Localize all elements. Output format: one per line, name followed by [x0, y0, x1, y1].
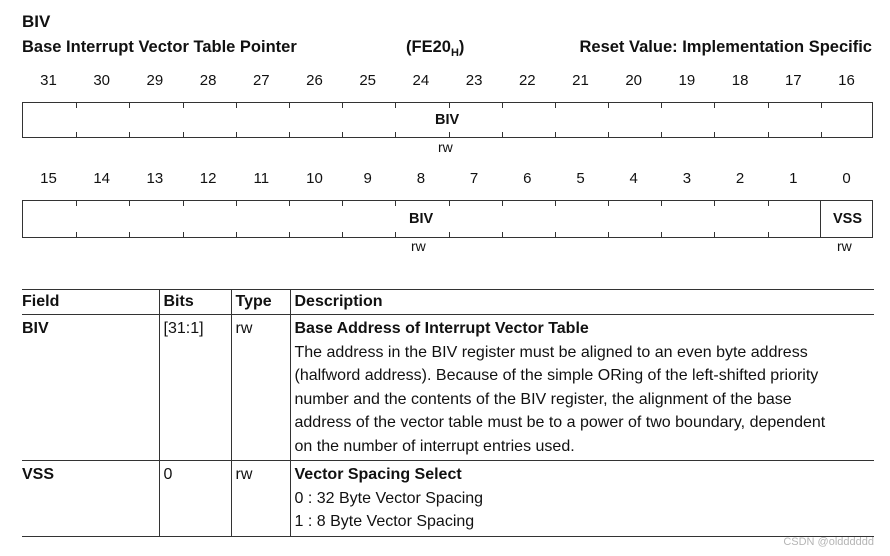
- register-title: Base Interrupt Vector Table Pointer: [22, 38, 297, 56]
- bit-number: 26: [306, 72, 323, 89]
- register-address-suffix: H: [450, 47, 459, 59]
- bit-number: 1: [789, 170, 798, 187]
- bit-number: 9: [363, 170, 372, 187]
- bit-number: 19: [678, 72, 696, 89]
- watermark: CSDN @oldddddd: [783, 536, 874, 548]
- row-type: rw: [231, 461, 290, 537]
- row-type: rw: [231, 315, 290, 461]
- vss-field-label: VSS: [833, 211, 863, 227]
- biv-lower-access: rw: [411, 238, 426, 254]
- bit-number: 22: [518, 72, 536, 89]
- table-header-row: [22, 290, 874, 315]
- table-row: [22, 315, 874, 461]
- bit-number: 30: [93, 72, 111, 89]
- lower-bit-numbers: [22, 170, 874, 190]
- biv-upper-field-label: BIV: [435, 112, 460, 128]
- bit-number: 13: [146, 170, 164, 187]
- bit-number: 17: [784, 72, 802, 89]
- description-line: number and the contents of the BIV register, the alignment of the base: [294, 390, 792, 408]
- description-line: 0 : 32 Byte Vector Spacing: [294, 489, 484, 507]
- register-name: BIV: [22, 12, 51, 31]
- row-bits: 0: [159, 461, 231, 537]
- table-row: [22, 461, 874, 537]
- bit-number: 4: [629, 170, 638, 187]
- description-line: (halfword address). Because of the simple ORing of the left-shifted priority: [294, 367, 819, 384]
- bit-number: 21: [572, 72, 589, 89]
- description-line: on the number of interrupt entries used.: [294, 437, 575, 455]
- bit-number: 7: [469, 170, 479, 187]
- header-description: Description: [290, 290, 874, 315]
- bit-number: 23: [465, 72, 483, 89]
- biv-lower-field-label: BIV: [409, 211, 434, 227]
- bit-number: 3: [682, 170, 692, 187]
- row-field: VSS: [22, 461, 159, 537]
- bit-number: 28: [199, 72, 217, 89]
- register-address: $(FE20_H)$: [406, 38, 465, 59]
- bit-number: 15: [40, 170, 57, 187]
- bit-number: 5: [576, 170, 585, 187]
- bit-number: 8: [416, 170, 426, 187]
- upper-bit-numbers: [22, 72, 874, 92]
- description-title: Base Address of Interrupt Vector Table: [294, 320, 589, 337]
- bit-number: 29: [146, 72, 164, 89]
- bit-number: 11: [253, 170, 270, 187]
- bit-number: 0: [842, 170, 851, 187]
- bit-number: 27: [252, 72, 270, 89]
- row-field: BIV: [22, 315, 159, 461]
- description-line: The address in the BIV register must be aligned to an even byte address: [294, 343, 808, 361]
- bit-number: 12: [199, 170, 217, 187]
- description-line: address of the vector table must be to a power of two boundary, dependent: [294, 414, 826, 431]
- bit-number: 18: [731, 72, 749, 89]
- reset-value: Reset Value: Implementation Specific: [579, 38, 872, 56]
- bit-number: 24: [412, 72, 430, 89]
- description-title: Vector Spacing Select: [294, 466, 462, 483]
- bit-number: 6: [523, 170, 532, 187]
- bit-number: 31: [40, 72, 57, 89]
- bit-number: 25: [359, 72, 377, 89]
- bit-number: 14: [93, 170, 111, 187]
- header-type: Type: [231, 290, 290, 315]
- bit-number: 20: [625, 72, 643, 89]
- header-bits: Bits: [159, 290, 231, 315]
- upper-register-box: [22, 102, 873, 138]
- field-description-table: [22, 289, 874, 537]
- bit-number: 16: [838, 72, 855, 89]
- description-line: 1 : 8 Byte Vector Spacing: [294, 513, 475, 530]
- bit-number: 10: [306, 170, 323, 187]
- vss-access: rw: [837, 238, 852, 254]
- row-description: [290, 461, 874, 537]
- biv-upper-access: rw: [438, 139, 453, 155]
- row-description: [290, 315, 874, 461]
- bit-number: 2: [735, 170, 745, 187]
- header-field: Field: [22, 290, 159, 315]
- lower-register-box: [22, 200, 873, 238]
- register-address-value: FE20: [411, 38, 451, 56]
- row-bits: [31:1]: [159, 315, 231, 461]
